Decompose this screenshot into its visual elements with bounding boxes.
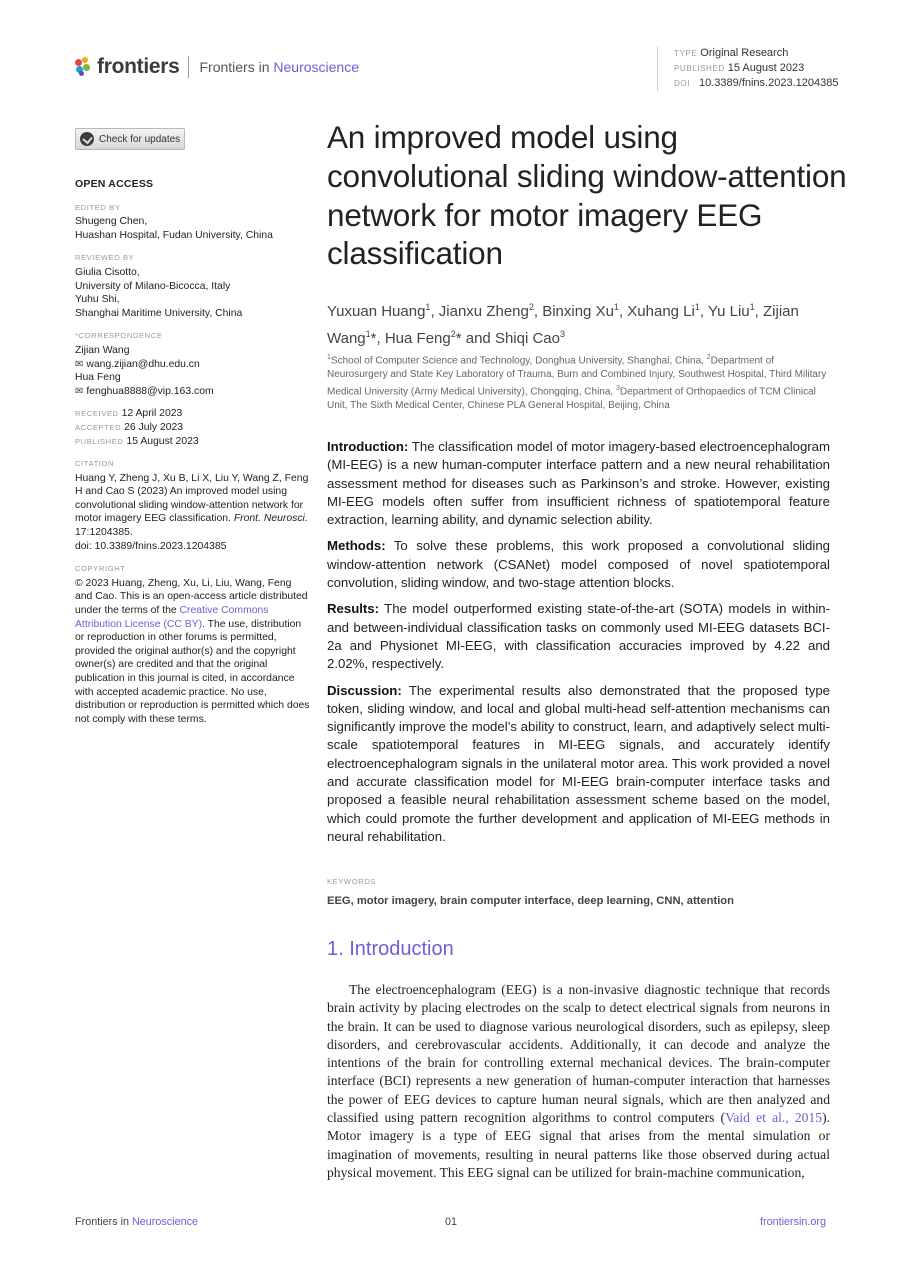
- affiliation-marker: 2: [706, 354, 711, 361]
- published-row: [75, 435, 310, 449]
- journal-title: Neuroscience: [273, 59, 360, 75]
- footer-journal-name: Neuroscience: [132, 1216, 199, 1228]
- copyright-post: . The use, distribution or reproduction in other forums is permitted, provided the original author(s) and the copyright owner(s) are credited and that the original publication in this journal is cited, in accordance with accepted academic practice. No use, distribution or reproduction is permitted which does not comply with these terms.: [75, 618, 310, 725]
- affiliation-text: Department of Orthopaedics of TCM Clinical Unit, The Sixth Medical Center, Chinese PLA General Hospital, Beijing, China: [327, 386, 816, 412]
- author-separator: ,: [754, 303, 764, 320]
- license-link[interactable]: Creative Commons Attribution License (CC BY): [75, 605, 269, 630]
- citation-label: CITATION: [75, 459, 115, 469]
- author-name[interactable]: Hua Feng: [384, 330, 451, 347]
- meta-doi-row: [674, 76, 838, 91]
- author-affiliation-marker: 2: [528, 302, 534, 312]
- meta-type-row: [674, 46, 838, 61]
- abstract-methods-label: Methods:: [327, 538, 386, 554]
- published-date: 15 August 2023: [126, 435, 199, 447]
- sidebar: [75, 178, 310, 726]
- corresponding-email[interactable]: wang.zijian@dhu.edu.cn: [86, 358, 200, 370]
- open-access-label: OPEN ACCESS: [75, 178, 154, 190]
- brand-name[interactable]: frontiers: [97, 55, 180, 78]
- author-separator: ,: [430, 303, 439, 320]
- meta-published-value: 15 August 2023: [727, 62, 805, 74]
- received-row: [75, 407, 310, 421]
- introduction-paragraph: [327, 981, 830, 1182]
- intro-text-pre: The electroencephalogram (EEG) is a non-invasive diagnostic technique that records brain activity by placing electrodes on the scalp to detect electrical signals from neurons in the brain. It can be used to diagnose various neurological disorders, such as epilepsy, sleep disorders, and cerebrovascular accidents. Additionally, it can decode and analyze the intentions of the brain for controlling external mechanical devices. The brain-computer interface (BCI) represents a new generation of human-computer interaction that harnesses the power of EEG devices to capture human neural signals, which are then analyzed and classified using pattern recognition algorithms to control computers (: [327, 982, 830, 1126]
- citation-volume: 17:1204385.: [75, 527, 133, 539]
- author-separator: * and: [455, 330, 495, 347]
- footer-journal-prefix: Frontiers in: [75, 1216, 132, 1228]
- journal-name[interactable]: [199, 59, 359, 75]
- published-label: PUBLISHED: [75, 436, 124, 446]
- accepted-row: [75, 421, 310, 435]
- author-affiliation-marker: 1: [365, 329, 371, 339]
- keywords-list: EEG, motor imagery, brain computer interface, deep learning, CNN, attention: [327, 895, 734, 907]
- author-affiliation-marker: 1: [749, 302, 755, 312]
- author-separator: *,: [370, 330, 385, 347]
- editor-affiliation: Huashan Hospital, Fudan University, China: [75, 229, 273, 241]
- copyright-pre: © 2023 Huang, Zheng, Xu, Li, Liu, Wang, Feng and Cao. This is an open-access article distributed under the terms of the: [75, 577, 308, 617]
- corresponding-email-row: [75, 358, 310, 372]
- abstract-results-label: Results:: [327, 601, 380, 617]
- check-updates-button[interactable]: [75, 128, 185, 150]
- envelope-icon: ✉: [75, 358, 84, 370]
- intro-text-post: ). Motor imagery is a type of EEG signal that arises from the mental simulation or imagination of movements, resulting in neural patterns like those observed during actual physical movement. This EEG signal can be utilized for brain-machine communication,: [327, 1110, 830, 1180]
- affiliation-text: School of Computer Science and Technology, Donghua University, Shanghai, China,: [330, 355, 707, 367]
- abstract: [327, 438, 830, 854]
- meta-published-row: [674, 61, 838, 76]
- corresponding-email-row: [75, 385, 310, 399]
- reviewer-affiliation: Shanghai Maritime University, China: [75, 307, 243, 319]
- abstract-methods-text: To solve these problems, this work proposed a convolutional sliding window-attention network (CSANet) model composed of novel spatiotemporal convolution, sliding window, and two-stage attention blocks.: [327, 538, 830, 591]
- citation-journal: Front. Neurosci.: [233, 513, 308, 525]
- keywords-label: KEYWORDS: [327, 877, 377, 886]
- author-name[interactable]: Shiqi Cao: [494, 330, 560, 347]
- meta-published-label: PUBLISHED: [674, 64, 725, 73]
- affiliation-marker: 3: [615, 384, 620, 392]
- author-affiliation-marker: 3: [559, 329, 565, 339]
- author-separator: ,: [618, 303, 628, 320]
- edited-by-label: EDITED BY: [75, 202, 121, 212]
- abstract-introduction: [327, 438, 830, 529]
- reviewer-name: Giulia Cisotto,: [75, 266, 140, 278]
- author-name[interactable]: Xuhang Li: [627, 303, 695, 320]
- abstract-results: [327, 600, 830, 673]
- brand-divider: [188, 56, 189, 78]
- abstract-introduction-text: The classification model of motor imagery-based electroencephalogram (MI-EEG) is a new human-computer interface pattern and a new neural rehabilitation assessment method for diseases such as Parkinson’s and stroke. However, existing MI-EEG models often suffer from insufficient richness of spatiotemporal feature extraction, learning ability, and dynamic selection ability.: [327, 439, 830, 528]
- affiliations: [327, 351, 832, 413]
- dates-block: [75, 407, 310, 448]
- copyright-label: COPYRIGHT: [75, 564, 126, 574]
- abstract-discussion: [327, 682, 830, 847]
- check-updates-icon: [80, 132, 94, 146]
- abstract-introduction-label: Introduction:: [327, 439, 409, 454]
- author-separator: ,: [699, 303, 708, 320]
- correspondence-label: *CORRESPONDENCE: [75, 331, 163, 341]
- article-title: An improved model using convolutional sliding window-attention network for motor imagery EEG classification: [327, 119, 847, 272]
- meta-doi-value[interactable]: 10.3389/fnins.2023.1204385: [699, 77, 839, 89]
- author-affiliation-marker: 1: [425, 302, 431, 312]
- reviewed-by-label: REVIEWED BY: [75, 253, 135, 263]
- abstract-discussion-text: The experimental results also demonstrated that the proposed type token, sliding window, and local and global multi-head self-attention mechanisms can significantly improve the model’s ability to construct, learn, and adaptively select multi-scale spatiotemporal features in MI-EEG signals, and accurately identify electroencephalogram signals in the unilateral motor area. This work provided a novel and accurate classification model for MI-EEG brain-computer interface tasks and proposed a feasible neural rehabilitation assessment scheme based on the model, which could promote the further development and application of MI-EEG methods in neural rehabilitation.: [327, 682, 830, 844]
- article-meta: [657, 46, 838, 91]
- meta-type-label: TYPE: [674, 49, 698, 58]
- reviewer-affiliation: University of Milano-Bicocca, Italy: [75, 280, 231, 292]
- footer-journal[interactable]: [75, 1216, 198, 1228]
- corresponding-author-name: Hua Feng: [75, 372, 121, 384]
- author-list: [327, 296, 837, 350]
- received-label: RECEIVED: [75, 409, 119, 419]
- page-number: 01: [445, 1216, 458, 1228]
- editor-name: Shugeng Chen,: [75, 216, 148, 228]
- journal-prefix: Frontiers in: [199, 59, 270, 75]
- citation-text: [75, 472, 310, 540]
- accepted-date: 26 July 2023: [124, 421, 184, 433]
- author-affiliation-marker: 1: [694, 302, 700, 312]
- corresponding-email[interactable]: fenghua8888@vip.163.com: [86, 385, 214, 397]
- abstract-results-text: The model outperformed existing state-of-the-art (SOTA) models in within- and between-individual classification tasks on commonly used MI-EEG datasets BCI-2a and Physionet MI-EEG, with classification accuracies improved by 4.22 and 2.02%, respectively.: [327, 601, 830, 672]
- frontiers-logo-icon: [75, 57, 93, 77]
- abstract-methods: [327, 537, 830, 592]
- check-updates-label: Check for updates: [99, 133, 181, 145]
- meta-type-value: Original Research: [700, 47, 789, 59]
- abstract-discussion-label: Discussion:: [327, 682, 402, 698]
- corresponding-author-name: Zijian Wang: [75, 344, 130, 356]
- affiliation-text: Department of Neurosurgery and State Key Laboratory of Trauma, Burn and Combined Injury, Southwest Hospital, Third Military Medical University (Army Medical University), Chongqing, China,: [327, 355, 827, 398]
- author-separator: ,: [533, 303, 543, 320]
- author-name[interactable]: Zijian Wang: [327, 303, 799, 347]
- author-affiliation-marker: 1: [613, 302, 619, 312]
- author-name[interactable]: Jianxu Zheng: [438, 303, 529, 320]
- reviewer-name: Yuhu Shi,: [75, 294, 120, 306]
- affiliation-marker: 1: [327, 354, 331, 361]
- section-heading: 1. Introduction: [327, 938, 454, 960]
- citation-doi[interactable]: doi: 10.3389/fnins.2023.1204385: [75, 540, 227, 552]
- brand-header: [75, 54, 359, 80]
- author-affiliation-marker: 2: [450, 329, 456, 339]
- envelope-icon: ✉: [75, 385, 84, 397]
- accepted-label: ACCEPTED: [75, 422, 122, 432]
- author-name[interactable]: Yu Liu: [707, 303, 750, 320]
- received-date: 12 April 2023: [121, 408, 183, 420]
- author-name[interactable]: Yuxuan Huang: [327, 303, 426, 320]
- citation-link[interactable]: Vaid et al., 2015: [725, 1110, 823, 1126]
- footer-site-link[interactable]: frontiersin.org: [760, 1216, 827, 1228]
- author-name[interactable]: Binxing Xu: [542, 303, 614, 320]
- copyright-text: [75, 577, 310, 727]
- meta-doi-label: DOI: [674, 79, 691, 88]
- citation-body: Huang Y, Zheng J, Xu B, Li X, Liu Y, Wang Z, Feng H and Cao S (2023) An improved model using convolutional sliding window-attention network for motor imagery EEG classification.: [75, 472, 309, 525]
